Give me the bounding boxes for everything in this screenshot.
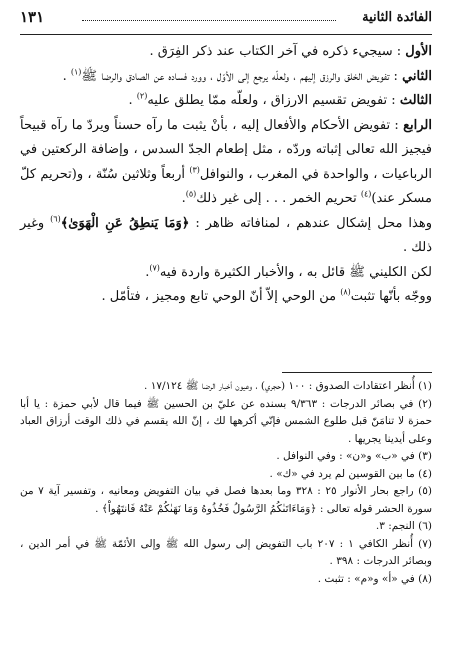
paragraph-text: تحريم الخمر . . . إلى غير ذلك bbox=[196, 191, 357, 206]
footnote: (٦) النجم: ٣. bbox=[375, 520, 432, 532]
note-ref: (٨) bbox=[340, 287, 351, 297]
item-lead-second: الثاني bbox=[402, 68, 432, 84]
paragraph-text: : تفويض الأحكام والأفعال إليه ، بأنْ يثبت ما رآه حسناً ويردّ ما رآه قبيحاً فيجيز الله تعالى إثباته وردّه ، مثل إطعام الجدّ السدس ، وإضافة الركعتين في الرباعيات ، والواحدة في المغرب ، والنوافل bbox=[20, 117, 432, 182]
paragraph-text: أربعاً وثلاثين سُنّة ، و(تحريم كلّ مسكر عند) bbox=[20, 166, 432, 206]
honorific-glyph: ﷺ bbox=[81, 68, 98, 84]
footnote: (٧) أُنظر الكافي ١ : ٢٠٧ باب التفويض إلى رسول الله ﷺ وإلى الأئمّة ﷺ في أمر الدين ، وبصائر الدرجات : ٣٩٨ . bbox=[20, 537, 432, 567]
footnotes bbox=[20, 378, 432, 588]
paragraph-tail: وغير ذلك . bbox=[20, 215, 432, 255]
chapter-title: الفائدة الثانية bbox=[362, 10, 432, 25]
honorific-glyph: ﷺ bbox=[349, 264, 365, 280]
item-lead-fourth: الرابع bbox=[403, 117, 433, 133]
paragraph-tail: . bbox=[181, 191, 186, 206]
paragraph-tail: . bbox=[62, 68, 67, 84]
paragraph-tail: . bbox=[145, 264, 150, 280]
paragraph-text: : سيجيء ذكره في آخر الكتاب عند ذكر الفِرَق . bbox=[149, 44, 402, 59]
footnote: (٢) في بصائر الدرجات : ٩/٣٦٣ بسنده عن عليّ بن الحسين ﷺ فيما قال لأبي حمزة : يا أبا حمزة لا تنامَنّ قبل طلوع الشمس فإنّي أكرهها لك ، إنّ الله يقسم في ذلك الوقت أرزاق العباد وعلى أيدينا يجريها . bbox=[20, 397, 433, 445]
note-ref: (٦) bbox=[50, 214, 61, 224]
paragraph-tail: . bbox=[128, 93, 133, 108]
paragraph-text: : تفويض الخلق والرزق إليهم ، ولعلّه يرجع إلى الأوّل ، وورد فساده عن الصادق والرضا bbox=[101, 68, 398, 84]
footnote: (٣) في «ب» و«ن» : وفي النوافل . bbox=[276, 450, 432, 462]
paragraph-fifth bbox=[20, 212, 432, 261]
paragraph-text: ووجّه بأنّها تثبت bbox=[350, 289, 432, 304]
quranic-verse: ﴿وَمَا يَنطِقُ عَنِ الْهَوَىٰ﴾ bbox=[60, 215, 190, 231]
paragraph-fourth bbox=[20, 114, 432, 212]
note-ref: (٣) bbox=[189, 165, 200, 175]
note-ref: (٢) bbox=[136, 91, 148, 101]
note-ref: (٧) bbox=[149, 263, 160, 273]
header-dotted-leader bbox=[82, 14, 336, 21]
item-lead-first: الأول bbox=[405, 44, 432, 59]
header-rule bbox=[20, 34, 432, 35]
paragraph-third bbox=[20, 89, 432, 114]
paragraph-text: وهذا محل إشكال عندهم ، لمنافاته ظاهر : bbox=[195, 215, 432, 231]
paragraph-first bbox=[20, 40, 432, 65]
footnote-separator bbox=[282, 372, 432, 373]
page-number: ١٣١ bbox=[20, 8, 45, 26]
note-ref: (٤) bbox=[360, 189, 372, 199]
note-ref: (٥) bbox=[185, 189, 197, 199]
paragraph-text: : تفويض تقسيم الارزاق ، ولعلّه ممّا يطلق عليه bbox=[147, 93, 396, 108]
paragraph-text: من الوحي إلاّ أنّ الوحي تابع ومجيز ، فتأمّل . bbox=[101, 289, 337, 304]
paragraph-seventh bbox=[20, 285, 432, 310]
main-text bbox=[20, 40, 432, 310]
footnote: (٨) في «أ» و«م» : تثبت . bbox=[317, 572, 432, 585]
note-ref: (١) bbox=[70, 67, 82, 77]
running-header bbox=[20, 8, 432, 30]
footnote: (١) أُنظر اعتقادات الصدوق : ١٠٠ (حجري) ، وعيون أخبار الرضا ﷺ ١٧/١٢٤ . bbox=[144, 380, 432, 392]
item-lead-third: الثالث bbox=[399, 93, 432, 108]
paragraph-second bbox=[20, 65, 432, 90]
paragraph-sixth bbox=[20, 261, 432, 286]
paragraph-text: قائل به ، والأخبار الكثيرة واردة فيه bbox=[159, 264, 346, 280]
footnote: (٥) راجع بحار الأنوار ٢٥ : ٣٢٨ وما بعدها فصل في بيان التفويض ومعانيه ، وتفسير آية ٧ من سورة الحشر قوله تعالى : ﴿وَمَاءَاتَىٰكُمُ الرَّسُولُ فَخُذُوهُ وَمَا نَهَىٰكُمْ عَنْهُ فَانتَهُواْ﴾ . bbox=[20, 485, 432, 515]
footnote: (٤) ما بين القوسين لم يرد في «ك» . bbox=[269, 467, 432, 480]
paragraph-text: لكن الكليني bbox=[369, 264, 432, 280]
